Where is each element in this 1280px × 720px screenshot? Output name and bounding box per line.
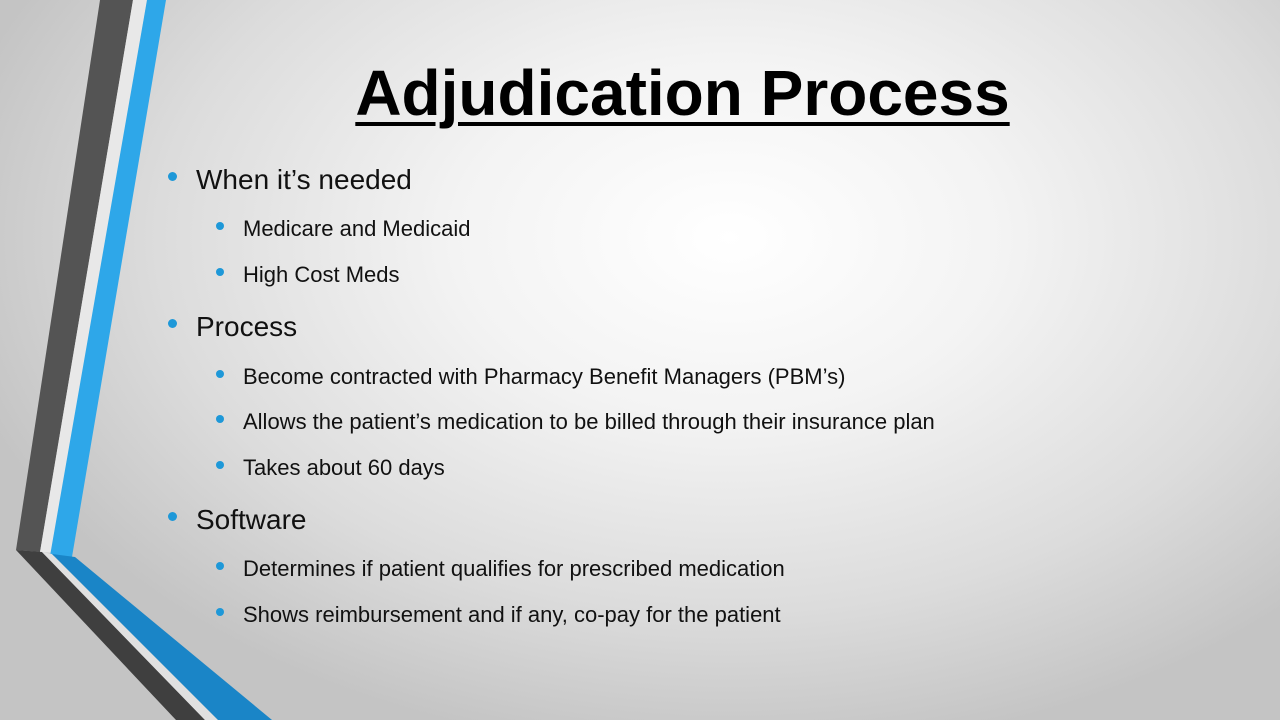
slide-title: Adjudication Process <box>355 57 1010 129</box>
bullet-dot-icon <box>168 512 177 521</box>
bullet-dot-icon <box>216 222 224 230</box>
bullet-item-reimbursement <box>243 601 781 629</box>
bullet-dot-icon <box>216 415 224 423</box>
bullet-item-qualifies <box>243 555 785 583</box>
bullet-dot-icon <box>168 319 177 328</box>
bullet-dot-icon <box>216 268 224 276</box>
bullet-dot-icon <box>216 370 224 378</box>
bullet-item-duration <box>243 454 445 482</box>
bullet-text: Software <box>196 504 307 535</box>
bullet-text: Allows the patient’s medication to be billed through their insurance plan <box>243 409 935 434</box>
bullet-item-contracted <box>243 363 845 391</box>
bullet-dot-icon <box>168 172 177 181</box>
bullet-text: Shows reimbursement and if any, co-pay for the patient <box>243 602 781 627</box>
bullet-text: High Cost Meds <box>243 262 400 287</box>
bullet-heading-process <box>196 310 297 344</box>
bullet-item-billing <box>243 408 935 436</box>
bullet-item-medicare <box>243 215 470 243</box>
bullet-text: Takes about 60 days <box>243 455 445 480</box>
bullet-text: Become contracted with Pharmacy Benefit Managers (PBM’s) <box>243 364 846 389</box>
bullet-item-high-cost <box>243 261 400 289</box>
bullet-dot-icon <box>216 608 224 616</box>
bullet-dot-icon <box>216 461 224 469</box>
bullet-dot-icon <box>216 562 224 570</box>
bullet-text: Determines if patient qualifies for prescribed medication <box>243 556 785 581</box>
bullet-text: Medicare and Medicaid <box>243 216 471 241</box>
bullet-text: When it’s needed <box>196 164 412 195</box>
bullet-heading-software <box>196 503 307 537</box>
bullet-text: Process <box>196 311 298 342</box>
bullet-heading-when-needed <box>196 163 412 197</box>
